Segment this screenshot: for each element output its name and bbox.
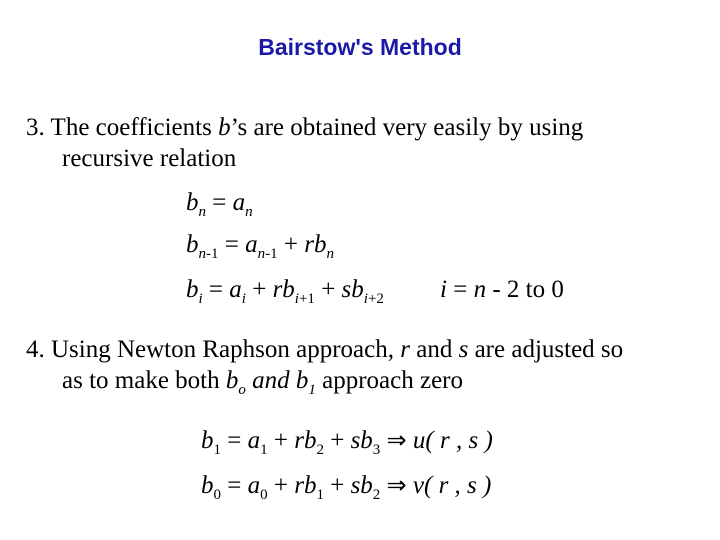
item-3-line1-c: ’s are obtained very easily by using	[230, 114, 584, 141]
equation-bn-1: $b_{n-1} = a_{n-1} + rb_n$	[186, 231, 334, 262]
equation-bi: $b_i = a_i + rb_{i+1} + sb_{i+2}$	[186, 276, 384, 307]
item-3-var-b: b	[218, 114, 231, 141]
equation-b1: $b_1 = a_1 + rb_2 + sb_3$ ⇒ u( r , s )	[201, 427, 493, 458]
item-3-line2: recursive relation	[62, 145, 237, 172]
equation-bn: $b_n = a_n$	[186, 189, 253, 220]
equation-b0: $b_0 = a_0 + rb_1 + sb_2$ ⇒ v( r , s )	[201, 472, 492, 503]
implies-arrow-icon: ⇒	[386, 428, 407, 454]
item-3-line1-a: 3. The coefficients	[26, 114, 219, 141]
item-3-text	[26, 112, 706, 174]
equation-range: i = n - 2 to 0	[440, 276, 564, 303]
item-4-text: 4. Using Newton Raphson approach, r and s are adjusted so as to make both $b_o$ and $b_1$ approach zero	[26, 336, 624, 398]
implies-arrow-icon: ⇒	[386, 473, 407, 499]
slide-title: Bairstow's Method	[258, 34, 462, 60]
